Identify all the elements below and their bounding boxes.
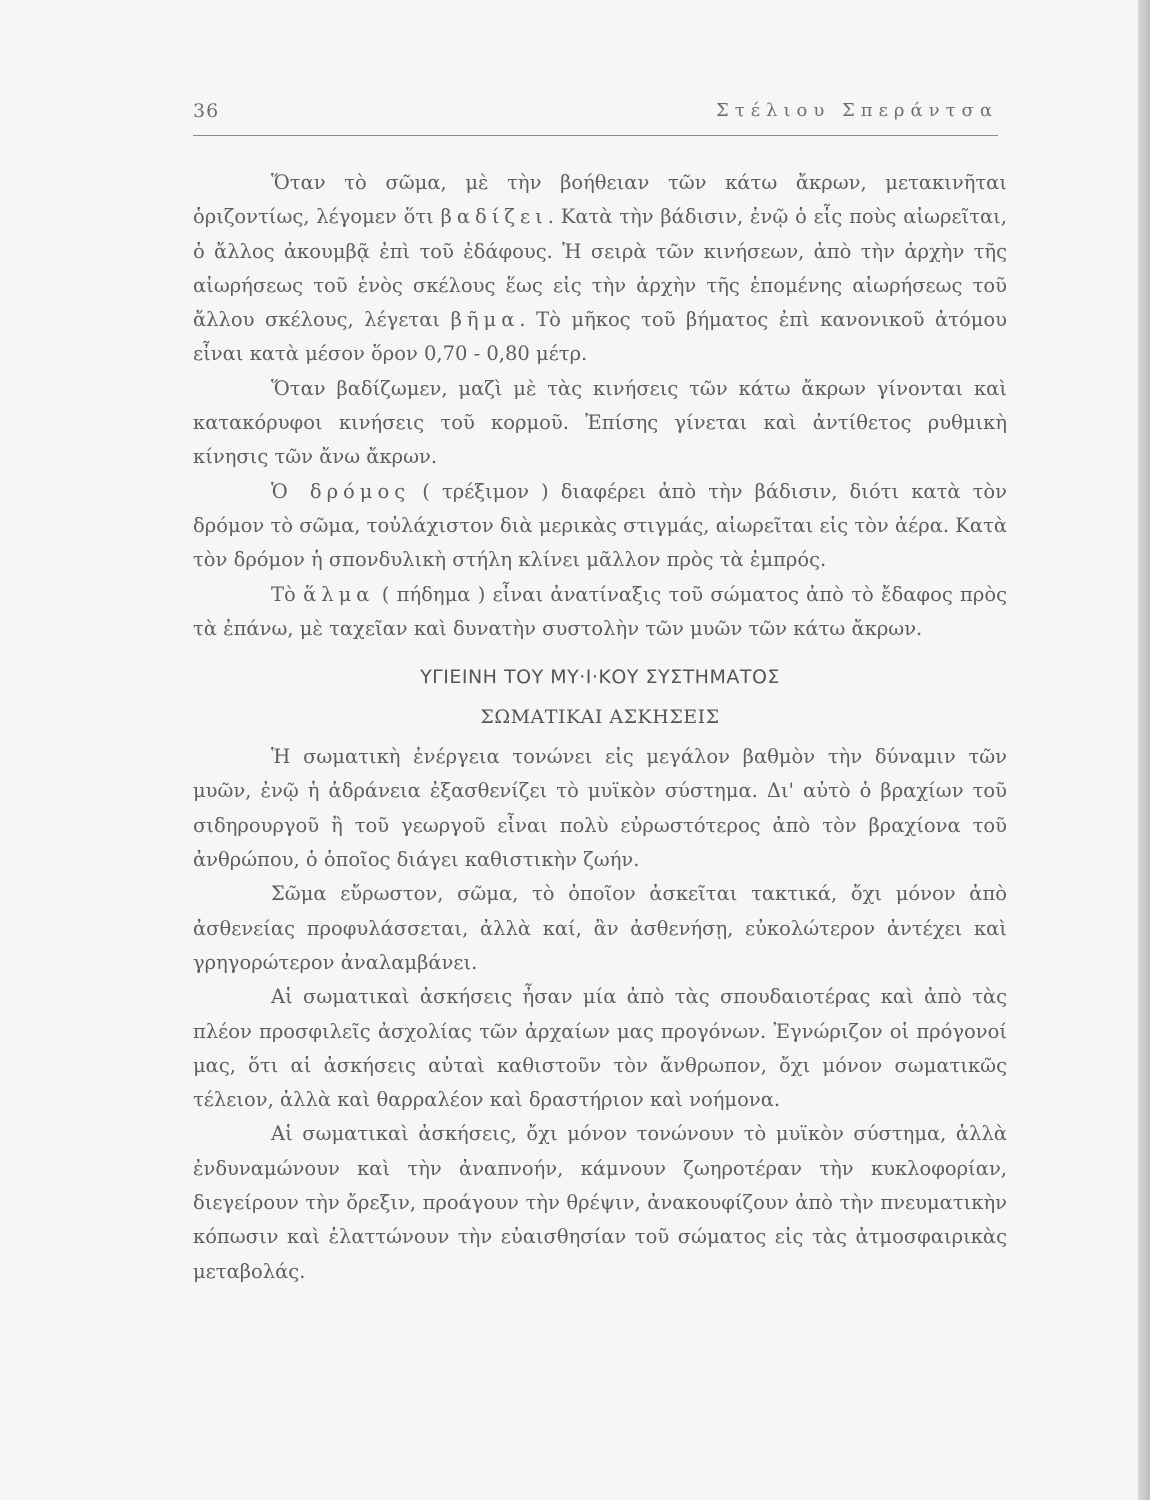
- paragraph-text: . Τὸ μῆκος τοῦ βήματος ἐπὶ κανονικοῦ ἀτόμου εἶναι κατὰ μέσον ὅρον 0,70 - 0,80 μέτρ.: [193, 308, 1007, 366]
- paragraph-walking: [193, 166, 1007, 372]
- paragraph-text: ( τρέξιμον ) διαφέρει ἀπὸ τὴν βάδισιν, διότι κατὰ τὸν δρόμον τὸ σῶμα, τοὐλάχιστον διὰ μερικὰς στιγμάς, αἰωρεῖται εἰς τὸν ἀέρα. Κατὰ τὸν δρόμον ἡ σπονδυλικὴ στήλη κλίνει μᾶλλον πρὸς τὰ ἐμπρός.: [193, 479, 1008, 572]
- paragraph-text: . Κατὰ τὴν βάδισιν, ἐνῷ ὁ εἷς ποὺς αἰωρεῖται, ὁ ἄλλος ἀκουμβᾷ ἐπὶ τοῦ ἐδάφους. Ἡ σειρὰ τῶν κινήσεων, ἀπὸ τὴν ἀρχὴν τῆς αἰωρήσεως τοῦ ἑνὸς σκέλους ἕως εἰς τὴν ἀρχὴν τῆς ἑπομένης αἰωρήσεως τοῦ ἄλλου σκέλους, λέγεται: [193, 205, 1007, 332]
- paragraph-text: Τὸ: [271, 582, 304, 606]
- paragraph-exercise-1: Ἡ σωματικὴ ἐνέργεια τονώνει εἰς μεγάλον βαθμὸν τὴν δύναμιν τῶν μυῶν, ἐνῷ ἡ ἀδράνεια ἐξασθενίζει τὸ μυϊκὸν σύστημα. Δι' αὐτὸ ὁ βραχίων τοῦ σιδηρουργοῦ ἢ τοῦ γεωργοῦ εἶναι πολὺ εὐρωστότερος ἀπὸ τὸν βραχίονα τοῦ ἀνθρώπου, ὁ ὁποῖος διάγει καθιστικὴν ζωήν.: [193, 745, 1007, 872]
- running-head: [193, 100, 998, 128]
- page-number: 36: [193, 100, 220, 122]
- spaced-term: βαδίζει: [440, 205, 548, 229]
- spaced-term: βῆμα: [450, 308, 520, 332]
- spaced-term: ἅλμα: [303, 582, 375, 606]
- paragraph-running: [193, 475, 1007, 578]
- paragraph-exercise-3: Αἱ σωματικαὶ ἀσκήσεις ἦσαν μία ἀπὸ τὰς σπουδαιοτέρας καὶ ἀπὸ τὰς πλέον προσφιλεῖς ἀσχολίας τῶν ἀρχαίων μας προγόνων. Ἐγνώριζον οἱ πρόγονοί μας, ὅτι αἱ ἀσκήσεις αὐταὶ καθιστοῦν τὸν ἄνθρωπον, ὄχι μόνον σωματικῶς τέλειον, ἀλλὰ καὶ θαρραλέον καὶ δραστήριον καὶ νοήμονα.: [193, 985, 1007, 1112]
- paragraph-jump: [193, 578, 1007, 647]
- header-rule: [193, 135, 998, 136]
- running-head-author: Στέλιου Σπεράντσα: [716, 100, 998, 121]
- paragraph-text: Ὅταν τὸ σῶμα, μὲ τὴν βοήθειαν τῶν κάτω ἄκρων, μετακινῆται ὁριζοντίως, λέγομεν ὅτι: [193, 171, 1007, 229]
- page-edge-shadow: [1138, 0, 1150, 1500]
- section-heading: ΥΓΙΕΙΝΗ ΤΟΥ ΜΥ·Ι·ΚΟΥ ΣΥΣΤΗΜΑΤΟΣ: [420, 666, 780, 689]
- paragraph-exercise-4: Αἱ σωματικαὶ ἀσκήσεις, ὄχι μόνον τονώνουν τὸ μυϊκὸν σύστημα, ἀλλὰ ἐνδυναμώνουν καὶ τὴν ἀναπνοήν, κάμνουν ζωηροτέραν τὴν κυκλοφορίαν, διεγείρουν τὴν ὄρεξιν, προάγουν τὴν θρέψιν, ἀνακουφίζουν ἀπὸ τὴν πνευματικὴν κόπωσιν καὶ ἐλαττώνουν τὴν εὐαισθησίαν τοῦ σώματος εἰς τὰς ἀτμοσφαιρικὰς μεταβολάς.: [193, 1122, 1007, 1283]
- paragraph-exercise-2: Σῶμα εὔρωστον, σῶμα, τὸ ὁποῖον ἀσκεῖται τακτικά, ὄχι μόνον ἀπὸ ἀσθενείας προφυλάσσεται, ἀλλὰ καί, ἂν ἀσθενήσῃ, εὐκολώτερον ἀντέχει καὶ γρηγορώτερον ἀναλαμβάνει.: [193, 882, 1007, 974]
- paragraph-walking-movements: Ὅταν βαδίζωμεν, μαζὶ μὲ τὰς κινήσεις τῶν κάτω ἄκρων γίνονται καὶ κατακόρυφοι κινήσεις τοῦ κορμοῦ. Ἐπίσης γίνεται καὶ ἀντίθετος ρυθμικὴ κίνησις τῶν ἄνω ἄκρων.: [193, 376, 1007, 469]
- paragraph-text: ( πήδημα ) εἶναι ἀνατίναξις τοῦ σώματος ἀπὸ τὸ ἔδαφος πρὸς τὰ ἐπάνω, μὲ ταχεῖαν καὶ δυνατὴν συστολὴν τῶν μυῶν τῶν κάτω ἄκρων.: [193, 582, 1007, 640]
- body-text: [193, 166, 1007, 1289]
- subsection-heading: ΣΩΜΑΤΙΚΑΙ ΑΣΚΗΣΕΙΣ: [480, 706, 720, 729]
- spaced-term: Ὁ δρόμος: [271, 479, 411, 503]
